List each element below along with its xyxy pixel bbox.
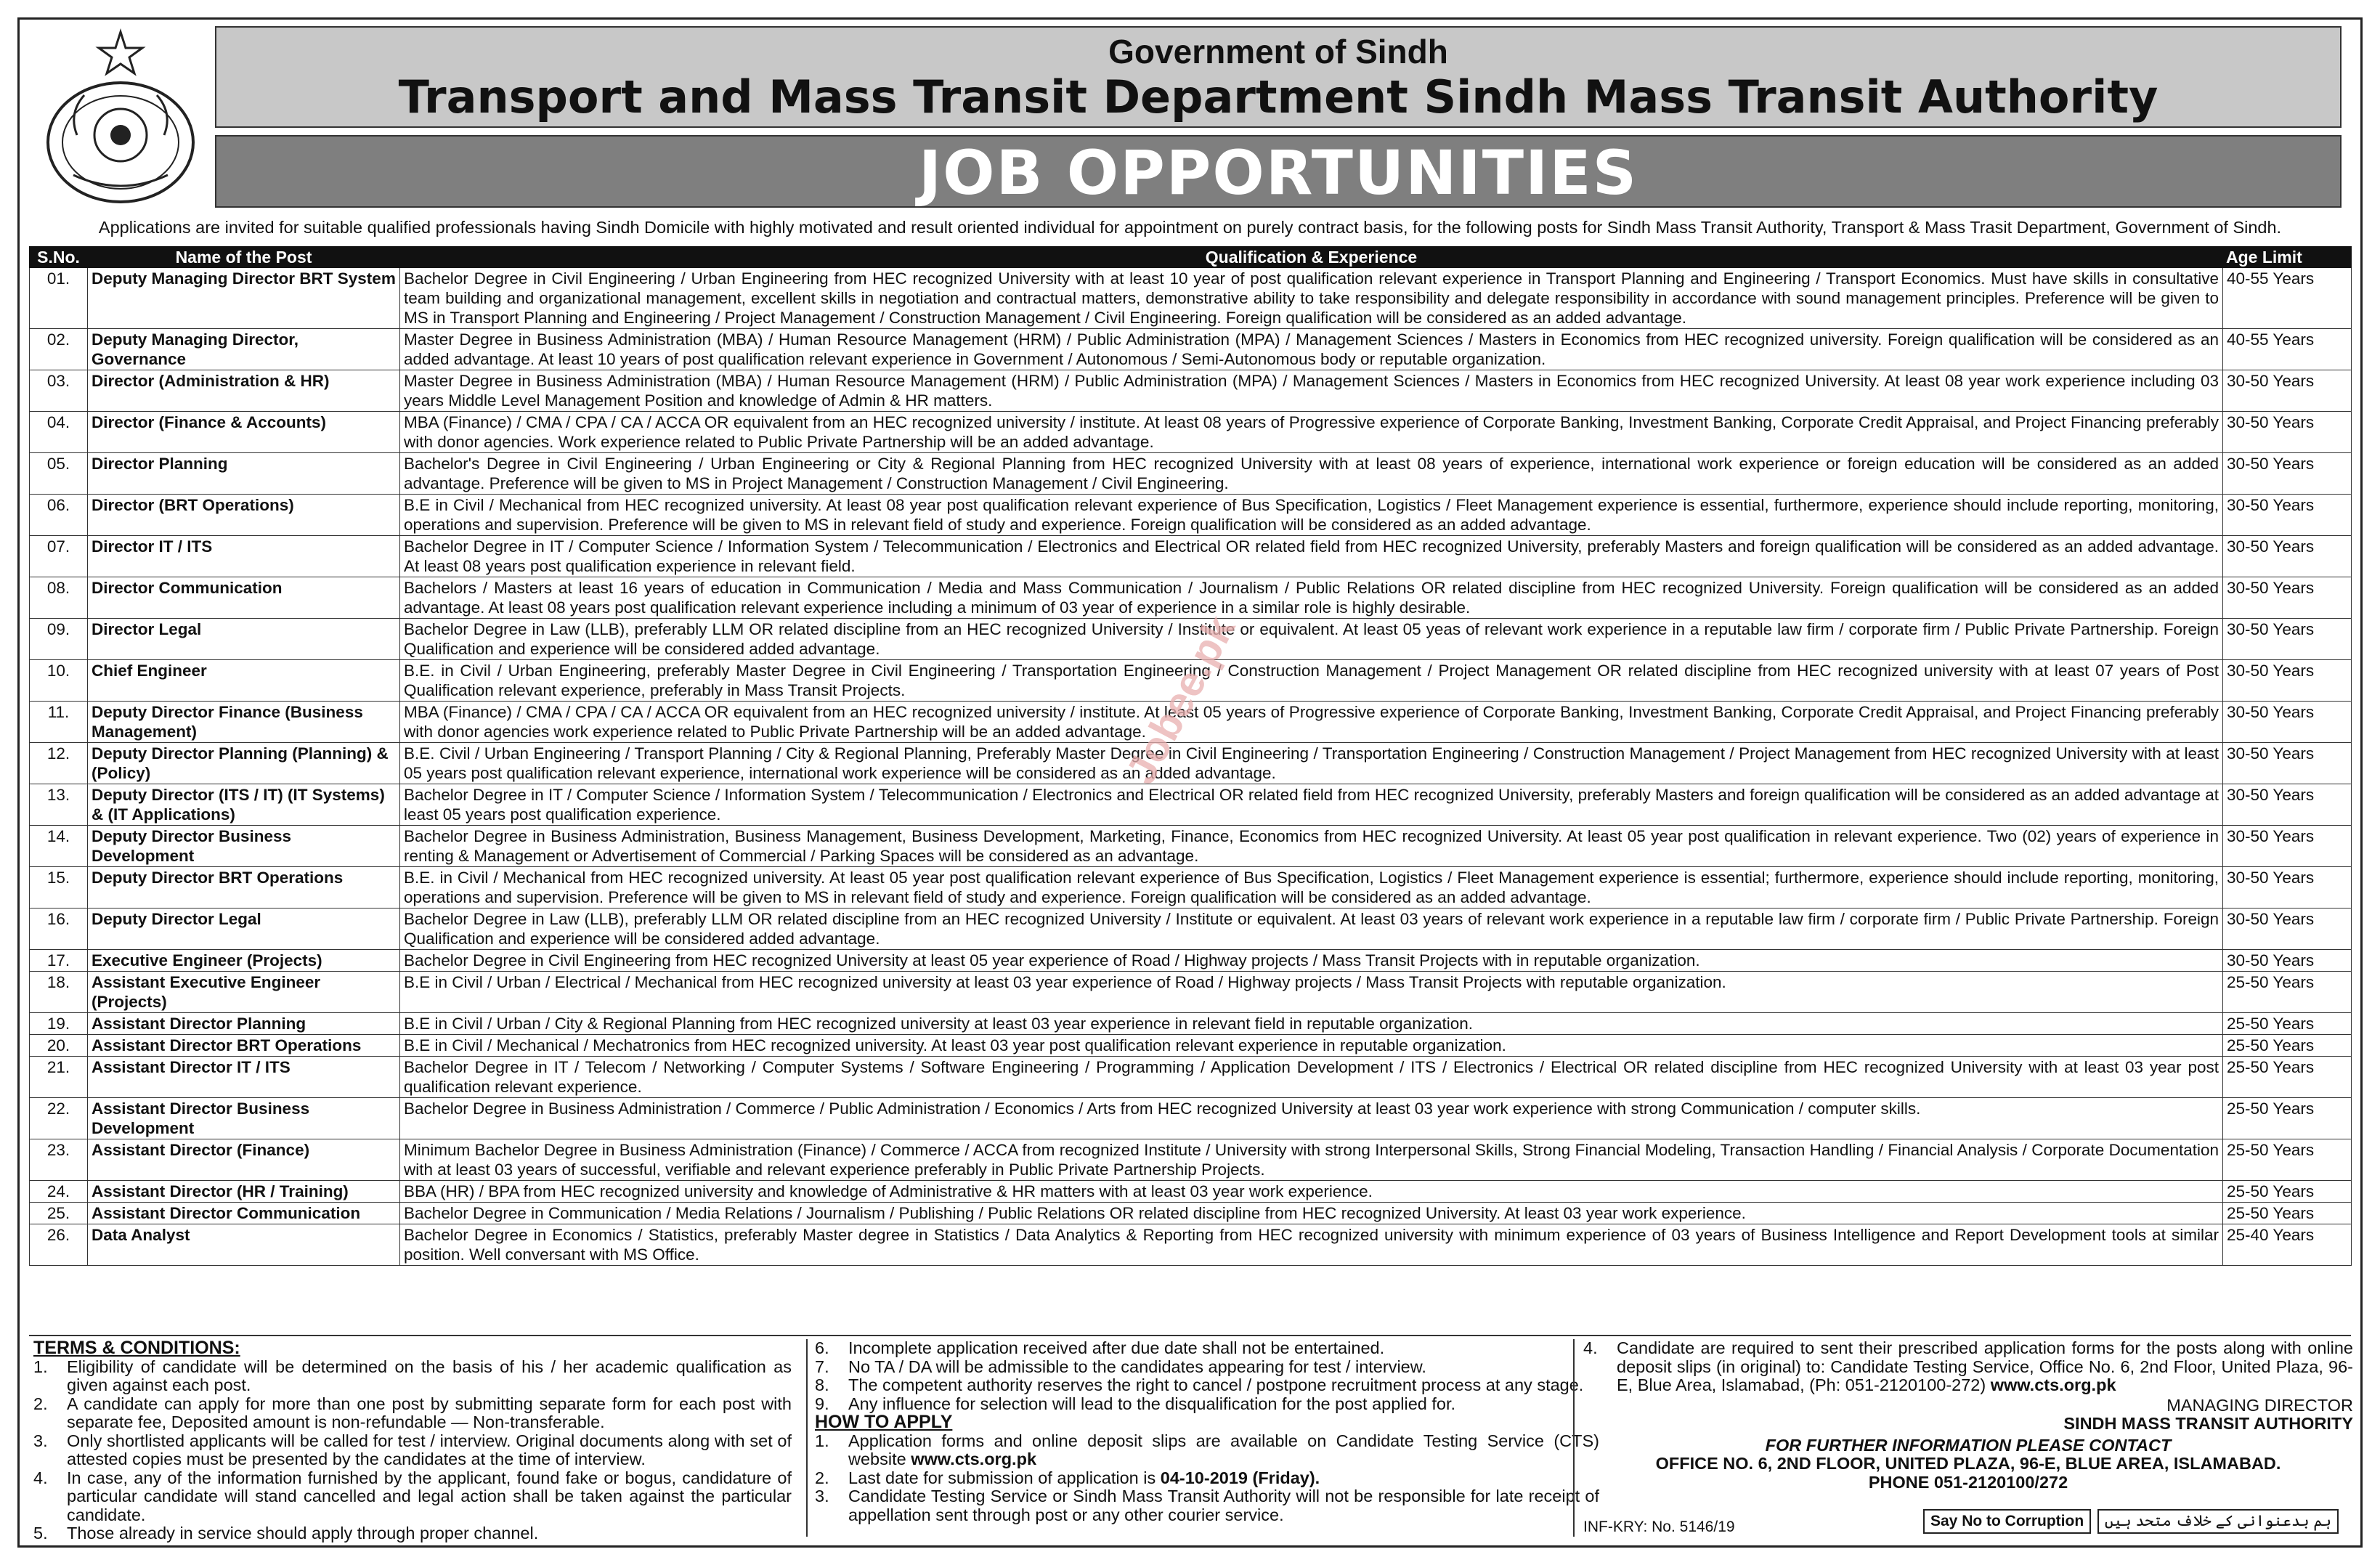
post-age-limit: 30-50 Years [2223, 370, 2352, 412]
post-name: Deputy Managing Director BRT System [88, 268, 400, 329]
contact-phone: PHONE 051-2120100/272 [1868, 1472, 2068, 1492]
how-to-apply-title: HOW TO APPLY [815, 1412, 953, 1432]
post-sno: 22. [30, 1098, 88, 1139]
terms-title: TERMS & CONDITIONS: [33, 1338, 240, 1358]
post-name: Director IT / ITS [88, 536, 400, 577]
post-age-limit: 25-50 Years [2223, 1139, 2352, 1181]
table-row [30, 495, 2352, 536]
post-sno: 10. [30, 660, 88, 702]
table-row [30, 867, 2352, 908]
list-item: 2. A candidate can apply for more than one post by submitting separate form for each post with separate fee, Deposited amount is non-refundable — Non-transferable. [33, 1394, 792, 1431]
table-header-row [30, 247, 2352, 268]
post-name: Deputy Director BRT Operations [88, 867, 400, 908]
post-sno: 02. [30, 329, 88, 370]
header-sno: S.No. [30, 247, 88, 268]
post-qualification: B.E. in Civil / Urban Engineering, preferably Master Degree in Civil Engineering / Transportation Engineering / Construction Management / Project Management OR related discipline from HEC recognized university with at least 07 years of Post Qualification relevant experience, preferably in Mass Transit Projects. [400, 660, 2223, 702]
post-age-limit: 25-50 Years [2223, 1098, 2352, 1139]
list-item: 8. The competent authority reserves the right to cancel / postpone recruitment process at any stage. [815, 1375, 1584, 1394]
header-qualification: Qualification & Experience [400, 247, 2223, 268]
post-qualification: Bachelor Degree in IT / Telecom / Networking / Computer Systems / Software Engineering / Programming / Application Development / ITS / Electronics / Electrical OR related discipline from HEC recognized University with at least 03 year post qualification relevant experience. [400, 1057, 2223, 1098]
table-row [30, 1035, 2352, 1057]
list-item: 3. Only shortlisted applicants will be called for test / interview. Original documents along with set of attested copies must be presented by the candidates at the time of interview. [33, 1431, 792, 1468]
post-sno: 18. [30, 972, 88, 1013]
post-qualification: Bachelor Degree in Law (LLB), preferably LLM OR related discipline from an HEC recognized University / Institute or equivalent. At least 03 years of relevant work experience in a reputable law firm / corporate firm / Public Private Partnership. Foreign Qualification and experience will be considered added advantage. [400, 908, 2223, 950]
post-age-limit: 40-55 Years [2223, 268, 2352, 329]
post-age-limit: 30-50 Years [2223, 536, 2352, 577]
post-name: Chief Engineer [88, 660, 400, 702]
post-sno: 24. [30, 1181, 88, 1203]
terms-apply-column [806, 1339, 1599, 1537]
post-age-limit: 30-50 Years [2223, 867, 2352, 908]
last-date: 04-10-2019 (Friday). [1160, 1468, 1320, 1487]
post-name: Assistant Director (HR / Training) [88, 1181, 400, 1203]
post-sno: 03. [30, 370, 88, 412]
post-age-limit: 30-50 Years [2223, 784, 2352, 826]
post-name: Deputy Director Legal [88, 908, 400, 950]
contact-address: OFFICE NO. 6, 2ND FLOOR, UNITED PLAZA, 96-E, BLUE AREA, ISLAMABAD. [1655, 1454, 2281, 1473]
post-qualification: Bachelors / Masters at least 16 years of education in Communication / Media and Mass Communication / Journalism / Public Relations OR related discipline from HEC recognized University. Foreign qualification will be considered as an added advantage. At least 08 years post qualification relevant experience including a minimum of 03 year of experience in a similar role is highly desirable. [400, 577, 2223, 619]
post-sno: 17. [30, 950, 88, 972]
terms-section [29, 1335, 2351, 1541]
list-item: 1. Eligibility of candidate will be determined on the basis of his / her academic qualification as given against each post. [33, 1357, 792, 1394]
post-qualification: Bachelor Degree in Communication / Media Relations / Journalism / Publishing / Public Relations OR related discipline from HEC recognized University. At least 03 year work experience. [400, 1203, 2223, 1224]
header-title-box [215, 26, 2342, 128]
post-sno: 26. [30, 1224, 88, 1266]
post-qualification: Master Degree in Business Administration (MBA) / Human Resource Management (HRM) / Public Administration (MPA) / Management Sciences / Masters in Economics from HEC recognized University. At least 08 year work experience including 03 years Middle Level Management Position and knowledge of Admin & HR matters. [400, 370, 2223, 412]
post-age-limit: 30-50 Years [2223, 453, 2352, 495]
post-sno: 07. [30, 536, 88, 577]
table-row [30, 1098, 2352, 1139]
post-name: Assistant Director (Finance) [88, 1139, 400, 1181]
post-name: Assistant Director Communication [88, 1203, 400, 1224]
table-row [30, 412, 2352, 453]
post-qualification: Bachelor Degree in IT / Computer Science / Information System / Telecommunication / Electronics and Electrical OR related field from HEC recognized University, preferably Masters and foreign qualification will be considered as an added advantage. At least 08 years post qualification experience in relevant field. [400, 536, 2223, 577]
header-age-limit: Age Limit [2223, 247, 2352, 268]
table-row [30, 453, 2352, 495]
post-qualification: Master Degree in Business Administration (MBA) / Human Resource Management (HRM) / Public Administration (MPA) / Management Sciences / Masters in Economics from HEC recognized university. Foreign qualification will be considered as an added advantage. At least 10 years of post qualification relevant experience in Government / Autonomous / Semi-Autonomous body or reputable organization. [400, 329, 2223, 370]
post-age-limit: 25-50 Years [2223, 1035, 2352, 1057]
post-name: Deputy Managing Director, Governance [88, 329, 400, 370]
cts-website-link[interactable]: www.cts.org.pk [911, 1450, 1037, 1468]
post-age-limit: 25-50 Years [2223, 1181, 2352, 1203]
post-name: Director (BRT Operations) [88, 495, 400, 536]
post-qualification: B.E in Civil / Mechanical / Mechatronics from HEC recognized university. At least 03 year post qualification relevant experience in reputable organization. [400, 1035, 2223, 1057]
post-sno: 25. [30, 1203, 88, 1224]
post-sno: 06. [30, 495, 88, 536]
post-name: Assistant Director Business Development [88, 1098, 400, 1139]
post-age-limit: 40-55 Years [2223, 329, 2352, 370]
watermark: Jobee.pk [1117, 608, 1245, 792]
list-item: 6. Incomplete application received after due date shall not be entertained. [815, 1338, 1385, 1357]
cts-website-link-2[interactable]: www.cts.org.pk [1990, 1375, 2116, 1394]
list-item: 2. Last date for submission of application is 04-10-2019 (Friday). [815, 1468, 1320, 1487]
post-name: Director Planning [88, 453, 400, 495]
terms-column [33, 1339, 792, 1543]
post-sno: 04. [30, 412, 88, 453]
post-name: Assistant Executive Engineer (Projects) [88, 972, 400, 1013]
post-qualification: B.E. in Civil / Mechanical from HEC recognized university. At least 05 year post qualification relevant experience of Bus Specification, Logistics / Fleet Management experience is essential; furthermore, experience should include reporting, monitoring, operations and supervision. Preference will be given to MS in relevant field of study and experience. Foreign qualification will be considered as an added advantage. [400, 867, 2223, 908]
post-age-limit: 30-50 Years [2223, 908, 2352, 950]
post-age-limit: 30-50 Years [2223, 412, 2352, 453]
table-row [30, 1203, 2352, 1224]
post-sno: 05. [30, 453, 88, 495]
post-age-limit: 25-50 Years [2223, 1203, 2352, 1224]
post-name: Assistant Director Planning [88, 1013, 400, 1035]
post-sno: 01. [30, 268, 88, 329]
list-item: 4. Candidate are required to sent their prescribed application forms for the posts along with online deposit slips (in original) to: Candidate Testing Service, Office No. 6, 2nd Floor, United Plaza, 96-E, Blue Area, Islamabad, (Ph: 051-2120100-272) www.cts.org.pk [1583, 1338, 2353, 1394]
post-sno: 14. [30, 826, 88, 867]
post-sno: 12. [30, 743, 88, 784]
list-item: 3. Candidate Testing Service or Sindh Mass Transit Authority will not be responsible for late receipt of appellation sent through post or any other courier service. [815, 1487, 1599, 1524]
post-sno: 09. [30, 619, 88, 660]
contact-column [1573, 1339, 2353, 1537]
table-row [30, 268, 2352, 329]
list-item: 7. No TA / DA will be admissible to the candidates appearing for test / interview. [815, 1357, 1426, 1376]
table-row [30, 577, 2352, 619]
table-row [30, 784, 2352, 826]
table-row [30, 1013, 2352, 1035]
government-title: Government of Sindh [1108, 33, 1448, 70]
post-sno: 15. [30, 867, 88, 908]
table-row [30, 536, 2352, 577]
post-qualification: B.E in Civil / Urban / Electrical / Mechanical from HEC recognized university at least 03 year experience of Road / Highway projects / Mass Transit Projects with reputable organization. [400, 972, 2223, 1013]
post-qualification: Bachelor's Degree in Civil Engineering / Urban Engineering or City & Regional Planning from HEC recognized University with at least 08 years of experience, international work experience or foreign education will be considered as an added advantage. Preference will be given to MS in Project Management / Construction Management / Civil Engineering. [400, 453, 2223, 495]
post-sno: 11. [30, 702, 88, 743]
post-qualification: Bachelor Degree in Business Administration, Business Management, Business Development, Marketing, Finance, Economics from HEC recognized University. At least 05 year post qualification in relevant experience. Two (02) years of experience in renting & Management or Advertisement of Commercial / Parking Spaces will be considered as an advantage. [400, 826, 2223, 867]
intro-text: Applications are invited for suitable qualified professionals having Sindh Domicile with highly motivated and result oriented individual for appointment on purely contract basis, for the following posts for Sindh Mass Transit Authority, Transport & Mass Trasit Department, Government of Sindh. [98, 218, 2282, 237]
post-qualification: BBA (HR) / BPA from HEC recognized university and knowledge of Administrative & HR matters with at least 03 year work experience. [400, 1181, 2223, 1203]
post-age-limit: 30-50 Years [2223, 950, 2352, 972]
posts-table [29, 246, 2352, 1266]
table-row [30, 950, 2352, 972]
list-item: 1. Application forms and online deposit slips are available on Candidate Testing Service (CTS) website www.cts.org.pk [815, 1431, 1599, 1468]
department-title: Transport and Mass Transit Department Sindh Mass Transit Authority [398, 70, 2158, 123]
post-qualification: B.E. Civil / Urban Engineering / Transport Planning / City & Regional Planning, Preferably Master Degree in Civil Engineering / Transportation Engineering / Construction Management / Project Management from HEC recognized University with at least 05 years post qualification relevant experience, international work experience will be considered as an added advantage. [400, 743, 2223, 784]
post-name: Deputy Director Finance (Business Management) [88, 702, 400, 743]
post-sno: 21. [30, 1057, 88, 1098]
table-row [30, 370, 2352, 412]
post-age-limit: 30-50 Years [2223, 743, 2352, 784]
post-name: Deputy Director Planning (Planning) & (Policy) [88, 743, 400, 784]
sindh-government-seal-icon [33, 26, 208, 208]
post-age-limit: 30-50 Years [2223, 826, 2352, 867]
post-age-limit: 25-50 Years [2223, 1057, 2352, 1098]
post-name: Assistant Director IT / ITS [88, 1057, 400, 1098]
banner-box [215, 135, 2342, 208]
job-opportunities-banner: JOB OPPORTUNITIES [918, 137, 1638, 208]
further-info-heading: FOR FURTHER INFORMATION PLEASE CONTACT [1765, 1435, 2172, 1455]
post-name: Executive Engineer (Projects) [88, 950, 400, 972]
table-row [30, 329, 2352, 370]
post-name: Assistant Director BRT Operations [88, 1035, 400, 1057]
post-sno: 08. [30, 577, 88, 619]
post-name: Director Legal [88, 619, 400, 660]
say-no-corruption-badge: Say No to Corruption [1923, 1509, 2091, 1534]
post-qualification: Bachelor Degree in Business Administration / Commerce / Public Administration / Economics / Arts from HEC recognized University at least 03 year work experience with strong Communication / computer skills. [400, 1098, 2223, 1139]
post-age-limit: 30-50 Years [2223, 702, 2352, 743]
list-item: 4. In case, any of the information furnished by the applicant, found fake or bogus, candidature of particular candidate will stand cancelled and legal action shall be taken against the particular candidate. [33, 1468, 792, 1524]
post-age-limit: 30-50 Years [2223, 495, 2352, 536]
post-qualification: Bachelor Degree in Economics / Statistics, preferably Master degree in Statistics / Data Analytics & Reporting from HEC recognized university with minimum experience of 03 years of Business Intelligence and Report Development tools at similar position. Well conversant with MS Office. [400, 1224, 2223, 1266]
post-name: Director Communication [88, 577, 400, 619]
table-row [30, 1224, 2352, 1266]
post-age-limit: 30-50 Years [2223, 619, 2352, 660]
post-qualification: Minimum Bachelor Degree in Business Administration (Finance) / Commerce / ACCA from recognized Institute / University with strong Interpersonal Skills, Strong Financial Modeling, Transaction Handling / Financial Analysis / Corporate Documentation with at least 03 years of successful, verifiable and relevant experience preferably in Public Private Partnership Projects. [400, 1139, 2223, 1181]
post-age-limit: 30-50 Years [2223, 577, 2352, 619]
post-sno: 16. [30, 908, 88, 950]
urdu-slogan-badge: ہم بدعنوانی کے خلاف متحد ہیں [2097, 1509, 2339, 1534]
table-row [30, 972, 2352, 1013]
table-row [30, 1139, 2352, 1181]
post-name: Director (Finance & Accounts) [88, 412, 400, 453]
table-row [30, 908, 2352, 950]
post-sno: 19. [30, 1013, 88, 1035]
post-qualification: B.E in Civil / Mechanical from HEC recognized university. At least 08 year post qualification relevant experience of Bus Specification, Logistics / Fleet Management experience is essential, furthermore, experience should include reporting, monitoring, operations and supervision. Preference will be given to MS in relevant field of study and experience. Foreign qualification will be considered as an added advantage. [400, 495, 2223, 536]
managing-director-org: SINDH MASS TRANSIT AUTHORITY [2063, 1414, 2353, 1433]
post-qualification: Bachelor Degree in Law (LLB), preferably LLM OR related discipline from an HEC recognized University / Institute or equivalent. At least 05 yeas of relevant work experience in a reputable law firm / corporate firm / Public Private Partnership. Foreign Qualification and experience will be considered added advantage. [400, 619, 2223, 660]
post-sno: 13. [30, 784, 88, 826]
post-qualification: MBA (Finance) / CMA / CPA / CA / ACCA OR equivalent from an HEC recognized university / institute. At least 05 years of Progressive experience of Corporate Banking, Investment Banking, Corporate Credit Appraisal, and Project Financing preferably with donor agencies work experience related to Public Private Partnership will be an added advantage. [400, 702, 2223, 743]
post-qualification: Bachelor Degree in IT / Computer Science / Information System / Telecommunication / Electronics and Electrical OR related field from HEC recognized University, preferably Masters and foreign qualification will be considered as an added advantage at least 05 years post qualification experience. [400, 784, 2223, 826]
post-age-limit: 25-50 Years [2223, 972, 2352, 1013]
managing-director-title: MANAGING DIRECTOR [2166, 1395, 2353, 1415]
post-sno: 20. [30, 1035, 88, 1057]
post-name: Deputy Director (ITS / IT) (IT Systems) & (IT Applications) [88, 784, 400, 826]
list-item: 9. Any influence for selection will lead to the disqualification for the post applied for. [815, 1394, 1456, 1413]
post-name: Director (Administration & HR) [88, 370, 400, 412]
header-post-name: Name of the Post [88, 247, 400, 268]
post-age-limit: 30-50 Years [2223, 660, 2352, 702]
table-row [30, 743, 2352, 784]
post-name: Deputy Director Business Development [88, 826, 400, 867]
post-qualification: Bachelor Degree in Civil Engineering / Urban Engineering from HEC recognized University with at least 10 year of post qualification relevant experience in Transport Planning and Engineering / Transport Economics. Must have skills in consultative team building and organizational management, excellent skills in negotiation and contractual matters, demonstrative ability to take responsibility and delegate responsibility in accordance with sound management principles. Preference will be given to MS in Transport Planning and Engineering / Project Management / Construction Management / Civil Engineering. Foreign qualification will be considered as an added advantage. [400, 268, 2223, 329]
post-age-limit: 25-50 Years [2223, 1013, 2352, 1035]
table-row [30, 826, 2352, 867]
list-item: 5. Those already in service should apply through proper channel. [33, 1524, 539, 1542]
table-row [30, 1057, 2352, 1098]
table-row [30, 1181, 2352, 1203]
post-name: Data Analyst [88, 1224, 400, 1266]
inf-number: INF-KRY: No. 5146/19 [1583, 1519, 1735, 1535]
post-sno: 23. [30, 1139, 88, 1181]
post-qualification: MBA (Finance) / CMA / CPA / CA / ACCA OR equivalent from an HEC recognized university / institute. At least 08 years of Progressive experience of Corporate Banking, Investment Banking, Corporate Credit Appraisal, and Project Financing preferably with donor agencies. Work experience related to Public Private Partnership will be an added advantage. [400, 412, 2223, 453]
post-qualification: B.E in Civil / Urban / City & Regional Planning from HEC recognized university at least 03 year experience in relevant field in reputable organization. [400, 1013, 2223, 1035]
post-age-limit: 25-40 Years [2223, 1224, 2352, 1266]
post-qualification: Bachelor Degree in Civil Engineering from HEC recognized University at least 05 year experience of Road / Highway projects / Mass Transit Projects with in reputable organization. [400, 950, 2223, 972]
